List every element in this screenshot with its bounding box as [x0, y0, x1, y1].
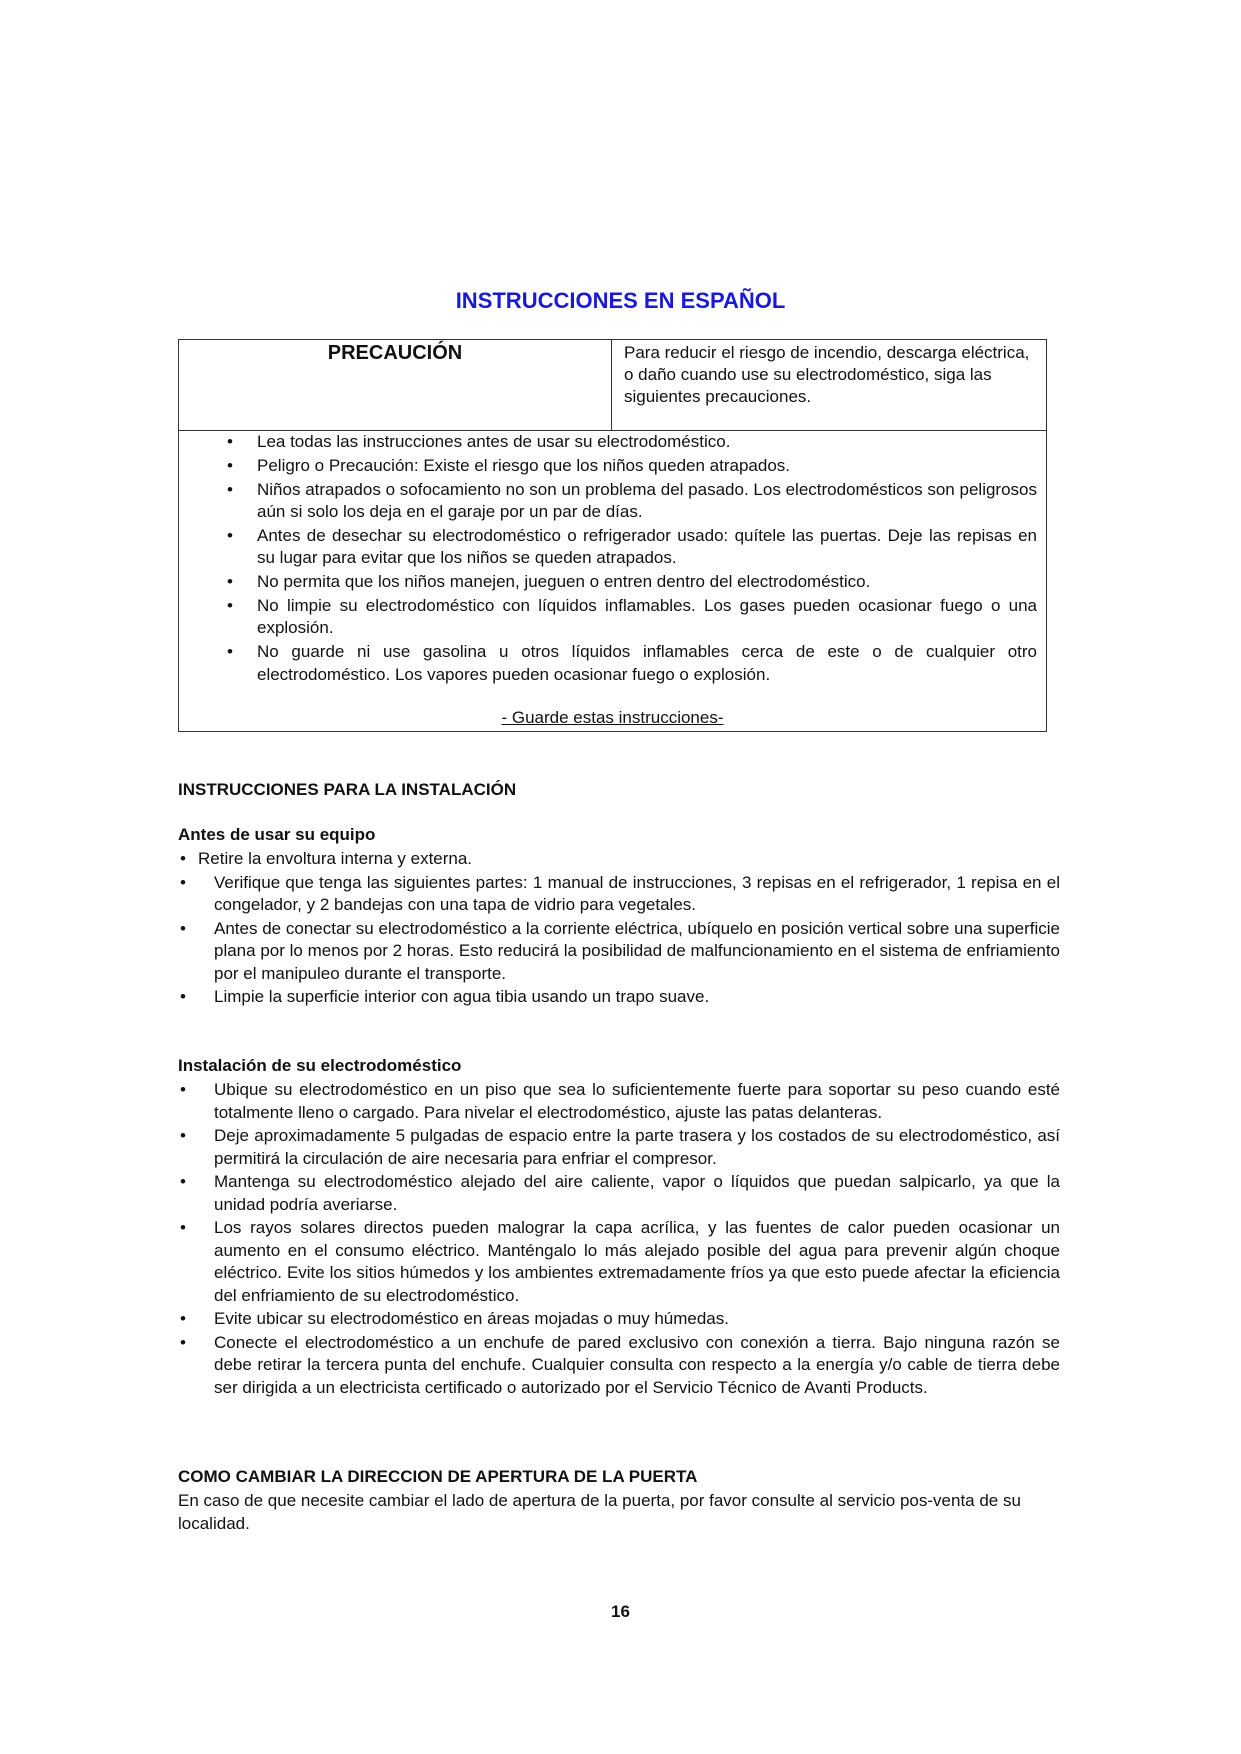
page-title: INSTRUCCIONES EN ESPAÑOL [455, 288, 786, 313]
page-number: 16 [611, 1602, 630, 1621]
list-item: • Antes de desechar su electrodoméstico o refrigerador usado: quítele las puertas. Deje las repisas en su lugar para evitar que los niños se queden atrapados. [227, 525, 1037, 570]
list-item: • No limpie su electrodoméstico con líquidos inflamables. Los gases pueden ocasionar fuego o una explosión. [227, 595, 1037, 640]
list-item: • Deje aproximadamente 5 pulgadas de espacio entre la parte trasera y los costados de su electrodoméstico, así permitirá la circulación de aire necesaria para enfriar el compresor. [178, 1125, 1060, 1170]
list-item: • Antes de conectar su electrodoméstico a la corriente eléctrica, ubíquelo en posición vertical sobre una superficie plana por lo menos por 2 horas. Esto reducirá la posibilidad de malfuncionamiento en el sistema de enfriamiento por el manipuleo durante el transporte. [178, 918, 1060, 986]
list-item: • No permita que los niños manejen, jueguen o entren dentro del electrodoméstico. [227, 571, 1037, 594]
list-item: • Los rayos solares directos pueden malograr la capa acrílica, y las fuentes de calor pueden ocasionar un aumento en el consumo eléctrico. Manténgalo lo más alejado posible del agua para prevenir algún choque eléctrico. Evite los sitios húmedos y los ambientes extremadamente fríos ya que esto puede afectar la eficiencia del enfriamiento de su electrodoméstico. [178, 1217, 1060, 1307]
caution-intro: Para reducir el riesgo de incendio, descarga eléctrica, o daño cuando use su electrodoméstico, siga las siguientes precauciones. [624, 343, 1030, 406]
caution-header [179, 340, 1046, 431]
list-item: • No guarde ni use gasolina u otros líquidos inflamables cerca de este o de cualquier otro electrodoméstico. Los vapores pueden ocasionar fuego o explosión. [227, 641, 1037, 686]
list-item: • Niños atrapados o sofocamiento no son un problema del pasado. Los electrodomésticos son peligrosos aún si solo los deja en el garaje por un par de días. [227, 479, 1037, 524]
list-item: • Ubique su electrodoméstico en un piso que sea lo suficientemente fuerte para soportar su peso cuando esté totalmente lleno o cargado. Para nivelar el electrodoméstico, ajuste las patas delanteras. [178, 1079, 1060, 1124]
setup-list [178, 1079, 1060, 1400]
setup-heading: Instalación de su electrodoméstico [178, 1056, 462, 1075]
caution-box [178, 339, 1047, 732]
list-item: • Verifique que tenga las siguientes partes: 1 manual de instrucciones, 3 repisas en el refrigerador, 1 repisa en el congelador, y 2 bandejas con una tapa de vidrio para vegetales. [178, 872, 1060, 917]
list-item: • Conecte el electrodoméstico a un enchufe de pared exclusivo con conexión a tierra. Bajo ninguna razón se debe retirar la tercera punta del enchufe. Cualquier consulta con respecto a la energía y/o cable de tierra debe ser dirigida a un electricista certificado o autorizado por el Servicio Técnico de Avanti Products. [178, 1332, 1060, 1400]
before-use-heading: Antes de usar su equipo [178, 825, 376, 844]
caution-footer-text: - Guarde estas instrucciones- [501, 708, 724, 727]
list-item: • Mantenga su electrodoméstico alejado del aire caliente, vapor o líquidos que puedan salpicarlo, ya que la unidad podría averiarse. [178, 1171, 1060, 1216]
before-use-list [178, 848, 1060, 1010]
list-item: • Evite ubicar su electrodoméstico en áreas mojadas o muy húmedas. [178, 1308, 1060, 1331]
list-item: • Limpie la superficie interior con agua tibia usando un trapo suave. [178, 986, 1060, 1009]
caution-label: PRECAUCIÓN [179, 340, 612, 430]
list-item: • Lea todas las instrucciones antes de usar su electrodoméstico. [227, 431, 1037, 454]
installation-heading: INSTRUCCIONES PARA LA INSTALACIÓN [178, 780, 517, 799]
door-heading: COMO CAMBIAR LA DIRECCION DE APERTURA DE LA PUERTA [178, 1467, 698, 1486]
caution-footer [179, 708, 1046, 728]
caution-list [227, 431, 1037, 688]
list-item: • Peligro o Precaución: Existe el riesgo que los niños queden atrapados. [227, 455, 1037, 478]
list-item: • Retire la envoltura interna y externa. [178, 848, 1060, 871]
door-text: En caso de que necesite cambiar el lado de apertura de la puerta, por favor consulte al servicio pos-venta de su localidad. [178, 1491, 1021, 1533]
